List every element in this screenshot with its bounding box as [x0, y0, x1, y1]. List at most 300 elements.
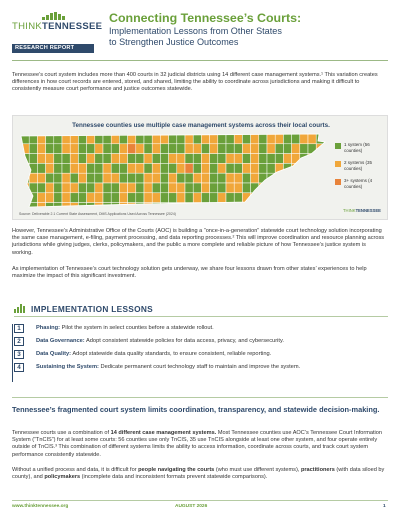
county-cell	[267, 193, 275, 203]
footer-divider	[12, 500, 388, 501]
county-cell	[160, 144, 168, 154]
report-title-block	[109, 11, 394, 48]
county-cell	[119, 144, 127, 154]
county-cell	[177, 183, 185, 193]
report-header	[0, 0, 400, 60]
county-cell	[226, 154, 234, 164]
lesson-item-sustaining	[14, 363, 388, 383]
section-paragraph-impacts: Without a unified process and data, it is difficult for people navigating the courts (who must use different systems), practitioners (with data siloed by county), and policymakers (incomplete data and inconsistent formats prevent statewide comparisons).	[12, 467, 385, 481]
lesson-text: Phasing: Pilot the system in select counties before a statewide rollout.	[36, 325, 214, 331]
county-cell	[103, 144, 111, 154]
county-cell	[259, 203, 267, 210]
county-cell	[234, 134, 242, 144]
county-cell	[169, 193, 177, 203]
county-cell	[218, 173, 226, 183]
county-cell	[283, 134, 291, 144]
tennessee-county-map	[19, 132, 329, 210]
county-cell	[283, 203, 291, 210]
county-cell	[300, 203, 308, 210]
lesson-item-data-quality	[14, 350, 388, 362]
mini-logo: THINKTENNESSEE	[343, 208, 381, 213]
county-cell	[95, 193, 103, 203]
map-legend	[335, 142, 389, 196]
county-cell	[275, 183, 283, 193]
footer-date: AUGUST 2026	[175, 504, 208, 509]
county-cell	[169, 154, 177, 164]
county-cell	[78, 203, 86, 210]
county-cell	[218, 134, 226, 144]
county-cell	[210, 203, 218, 210]
county-cell	[46, 193, 54, 203]
county-cell	[177, 163, 185, 173]
county-cell	[46, 144, 54, 154]
lesson-number: 1	[14, 324, 24, 333]
county-cell	[87, 173, 95, 183]
county-cell	[144, 183, 152, 193]
county-cell	[119, 173, 127, 183]
county-cell	[169, 144, 177, 154]
intro-paragraph: Tennessee’s court system includes more than 400 courts in 32 judicial districts using 14 different case management systems.¹ This variation creates differences in how court records are entered, stored, and shared, limiting the ability to coordinate across jurisdictions and making it difficult to consistently measure court performance and justice outcomes statewide.	[12, 72, 378, 93]
county-cell	[185, 173, 193, 183]
county-cell	[29, 193, 37, 203]
county-cell	[275, 134, 283, 144]
county-cell	[316, 163, 324, 173]
county-cell	[226, 193, 234, 203]
county-cell	[267, 183, 275, 193]
county-cell	[169, 183, 177, 193]
county-cell	[226, 203, 234, 210]
county-cell	[119, 193, 127, 203]
county-cell	[62, 183, 70, 193]
county-cell	[37, 144, 45, 154]
county-cell	[300, 144, 308, 154]
county-cell	[185, 203, 193, 210]
county-cell	[292, 134, 300, 144]
county-cell	[46, 154, 54, 164]
county-cell	[128, 154, 136, 164]
county-cell	[103, 154, 111, 164]
lesson-item-data-governance	[14, 337, 388, 349]
county-cell	[177, 134, 185, 144]
county-cell	[308, 193, 316, 203]
lesson-text: Data Quality: Adopt statewide data quality standards, to ensure consistent, reliable reporting.	[36, 351, 272, 357]
county-cell	[259, 193, 267, 203]
county-cell	[21, 144, 29, 154]
county-cell	[300, 193, 308, 203]
county-cell	[119, 203, 127, 210]
county-cell	[78, 144, 86, 154]
county-cell	[275, 163, 283, 173]
county-cell	[29, 144, 37, 154]
county-cell	[152, 183, 160, 193]
county-cell	[308, 183, 316, 193]
county-cell	[242, 163, 250, 173]
county-cell	[292, 183, 300, 193]
county-cell	[144, 144, 152, 154]
page-number: 1	[383, 504, 386, 509]
section-divider	[12, 397, 388, 398]
county-cell	[226, 163, 234, 173]
county-cell	[87, 183, 95, 193]
county-cell	[29, 173, 37, 183]
county-cell	[111, 203, 119, 210]
county-cell	[242, 193, 250, 203]
county-cell	[54, 163, 62, 173]
county-cell	[308, 173, 316, 183]
county-cell	[103, 173, 111, 183]
county-cell	[136, 193, 144, 203]
county-cell	[128, 193, 136, 203]
county-cell	[267, 154, 275, 164]
county-cell	[193, 183, 201, 193]
county-cell	[37, 183, 45, 193]
county-cell	[95, 173, 103, 183]
county-cell	[324, 203, 329, 210]
header-divider	[12, 60, 388, 61]
county-cell	[251, 163, 259, 173]
lesson-number: 4	[14, 363, 24, 372]
logo-wordmark: THINKTENNESSEE	[12, 21, 103, 32]
body-paragraph-lessons-intro: As implementation of Tennessee’s court technology solution gets underway, we share four lessons drawn from other states’ experiences to help maximize the impact of this significant investment.	[12, 266, 367, 280]
lesson-item-phasing	[14, 324, 388, 336]
county-cell	[242, 144, 250, 154]
county-cell	[185, 193, 193, 203]
county-cell	[185, 154, 193, 164]
county-cell	[210, 154, 218, 164]
county-cell	[234, 163, 242, 173]
lesson-number: 3	[14, 350, 24, 359]
county-cell	[54, 154, 62, 164]
county-cell	[87, 144, 95, 154]
county-cell	[234, 203, 242, 210]
county-cell	[87, 154, 95, 164]
county-cell	[70, 154, 78, 164]
county-cell	[37, 154, 45, 164]
county-cell	[46, 173, 54, 183]
legend-label: 2 systems (35 counties)	[344, 160, 373, 171]
county-cell	[292, 173, 300, 183]
county-cell	[136, 144, 144, 154]
county-cell	[251, 203, 259, 210]
county-cell	[62, 173, 70, 183]
county-cell	[152, 163, 160, 173]
county-cell	[185, 183, 193, 193]
county-cell	[128, 183, 136, 193]
legend-swatch	[335, 143, 341, 149]
county-cell	[95, 144, 103, 154]
lessons-title: IMPLEMENTATION LESSONS	[31, 304, 153, 314]
county-cell	[87, 203, 95, 210]
county-cell	[128, 144, 136, 154]
legend-label: 1 system (56 counties)	[344, 142, 370, 153]
county-cell	[46, 183, 54, 193]
legend-item-one-system	[335, 142, 389, 160]
county-cell	[259, 134, 267, 144]
county-cell	[218, 144, 226, 154]
county-cell	[29, 134, 37, 144]
county-cell	[128, 173, 136, 183]
map-source-note: Source: Deliverable 2.1 Current State Assessment, DMS Applications Used Across Tennessee (2024)	[19, 212, 176, 216]
county-cell	[111, 183, 119, 193]
county-cell	[37, 163, 45, 173]
county-cell	[37, 193, 45, 203]
lessons-bracket-line	[12, 324, 13, 382]
county-cell	[226, 144, 234, 154]
county-cell	[54, 193, 62, 203]
county-cell	[251, 144, 259, 154]
county-cell	[177, 193, 185, 203]
county-cell	[177, 203, 185, 210]
county-cell	[54, 183, 62, 193]
county-cell	[21, 163, 29, 173]
county-cell	[324, 163, 329, 173]
county-cell	[201, 193, 209, 203]
county-cell	[193, 154, 201, 164]
county-cell	[70, 144, 78, 154]
county-cell	[316, 173, 324, 183]
county-cell	[242, 203, 250, 210]
county-cell	[136, 154, 144, 164]
county-cell	[136, 183, 144, 193]
county-cell	[218, 163, 226, 173]
legend-label: 3+ systems (4 counties)	[344, 178, 373, 189]
county-cell	[283, 193, 291, 203]
county-cell	[267, 144, 275, 154]
map-title: Tennessee counties use multiple case management systems across their local courts.	[72, 122, 330, 129]
county-cell	[95, 154, 103, 164]
county-cell	[46, 163, 54, 173]
county-cell	[78, 183, 86, 193]
county-cell	[119, 154, 127, 164]
report-subtitle-line2: to Strengthen Justice Outcomes	[109, 37, 239, 47]
county-cell	[267, 203, 275, 210]
county-cell	[152, 144, 160, 154]
county-cell	[95, 163, 103, 173]
county-cell	[160, 134, 168, 144]
county-cell	[210, 193, 218, 203]
county-cell	[251, 154, 259, 164]
county-cell	[177, 173, 185, 183]
county-cell	[78, 173, 86, 183]
county-cell	[316, 134, 324, 144]
county-cell	[136, 173, 144, 183]
county-cell	[62, 163, 70, 173]
county-cell	[316, 183, 324, 193]
county-cell	[234, 154, 242, 164]
county-cell	[160, 173, 168, 183]
county-map-figure	[12, 115, 388, 220]
legend-item-two-systems	[335, 160, 389, 178]
county-cell	[95, 183, 103, 193]
county-cell	[21, 183, 29, 193]
county-cell	[70, 193, 78, 203]
lessons-divider	[14, 316, 388, 317]
county-cell	[128, 203, 136, 210]
county-cell	[70, 183, 78, 193]
county-cell	[259, 154, 267, 164]
legend-swatch	[335, 179, 341, 185]
county-cell	[234, 144, 242, 154]
county-cell	[95, 203, 103, 210]
county-cell	[316, 193, 324, 203]
county-cell	[226, 134, 234, 144]
county-cell	[259, 163, 267, 173]
county-cell	[87, 193, 95, 203]
county-cell	[242, 154, 250, 164]
county-cell	[111, 163, 119, 173]
county-cell	[308, 134, 316, 144]
county-cell	[283, 154, 291, 164]
county-cell	[169, 173, 177, 183]
county-cell	[292, 163, 300, 173]
county-cell	[169, 163, 177, 173]
county-cell	[275, 144, 283, 154]
county-cell	[201, 173, 209, 183]
county-cell	[78, 163, 86, 173]
county-cell	[201, 203, 209, 210]
county-cell	[185, 144, 193, 154]
legend-swatch	[335, 161, 341, 167]
county-cell	[210, 134, 218, 144]
county-cell	[201, 183, 209, 193]
county-cell	[87, 163, 95, 173]
county-cell	[103, 203, 111, 210]
section-heading: Tennessee’s fragmented court system limits coordination, transparency, and statewide decision-making.	[12, 405, 380, 414]
county-cell	[308, 203, 316, 210]
county-cell	[324, 173, 329, 183]
county-cell	[283, 144, 291, 154]
county-cell	[308, 144, 316, 154]
county-cell	[193, 134, 201, 144]
county-cell	[160, 163, 168, 173]
county-cell	[324, 144, 329, 154]
county-cell	[210, 183, 218, 193]
lesson-text: Sustaining the System: Dedicate permanent court technology staff to maintain and improve the system.	[36, 364, 301, 370]
county-cell	[226, 173, 234, 183]
county-cell	[242, 183, 250, 193]
county-cell	[234, 173, 242, 183]
county-cell	[119, 183, 127, 193]
county-cell	[218, 203, 226, 210]
county-cell	[21, 193, 29, 203]
county-cell	[144, 193, 152, 203]
county-cell	[218, 183, 226, 193]
report-title: Connecting Tennessee’s Courts:	[109, 11, 302, 25]
county-cell	[103, 193, 111, 203]
county-cell	[300, 173, 308, 183]
county-cell	[193, 144, 201, 154]
county-cell	[324, 183, 329, 193]
county-cell	[300, 134, 308, 144]
county-cell	[54, 173, 62, 183]
county-cell	[62, 193, 70, 203]
county-cell	[210, 144, 218, 154]
county-cell	[111, 193, 119, 203]
county-cell	[103, 183, 111, 193]
lessons-bars-icon	[14, 304, 26, 313]
county-cell	[185, 163, 193, 173]
county-cell	[70, 203, 78, 210]
county-cell	[160, 183, 168, 193]
county-cell	[136, 163, 144, 173]
county-cell	[144, 163, 152, 173]
county-cell	[201, 134, 209, 144]
county-cell	[160, 154, 168, 164]
county-cell	[251, 134, 259, 144]
legend-item-three-systems	[335, 178, 389, 196]
county-cell	[177, 144, 185, 154]
county-cell	[210, 163, 218, 173]
county-cell	[242, 134, 250, 144]
county-cell	[78, 193, 86, 203]
county-cell	[259, 173, 267, 183]
county-cell	[201, 144, 209, 154]
county-cell	[185, 134, 193, 144]
county-cell	[210, 173, 218, 183]
county-cell	[62, 154, 70, 164]
county-cell	[218, 154, 226, 164]
county-cell	[316, 203, 324, 210]
county-cell	[70, 163, 78, 173]
county-cell	[201, 154, 209, 164]
county-cell	[193, 163, 201, 173]
footer-website-link[interactable]: www.thinktennessee.org	[12, 504, 69, 509]
county-cell	[152, 154, 160, 164]
county-cell	[152, 173, 160, 183]
county-cell	[275, 173, 283, 183]
county-cell	[119, 163, 127, 173]
county-cell	[308, 163, 316, 173]
county-cell	[29, 154, 37, 164]
county-cell	[103, 163, 111, 173]
county-cell	[111, 154, 119, 164]
county-cell	[193, 193, 201, 203]
county-cell	[324, 193, 329, 203]
county-cell	[78, 154, 86, 164]
county-cell	[128, 163, 136, 173]
county-cell	[292, 144, 300, 154]
county-cell	[283, 183, 291, 193]
county-cell	[275, 154, 283, 164]
county-cell	[292, 154, 300, 164]
county-cell	[316, 154, 324, 164]
county-cell	[267, 163, 275, 173]
county-cell	[324, 154, 329, 164]
county-cell	[37, 173, 45, 183]
county-cell	[242, 173, 250, 183]
county-cell	[283, 173, 291, 183]
county-cell	[292, 203, 300, 210]
county-cell	[111, 173, 119, 183]
county-cell	[226, 183, 234, 193]
county-cell	[152, 193, 160, 203]
county-cell	[275, 203, 283, 210]
report-type-tag: RESEARCH REPORT	[12, 44, 94, 53]
county-cell	[144, 154, 152, 164]
section-paragraph-systems: Tennessee courts use a combination of 14 different case management systems. Most Tennessee counties use AOC’s Tennessee Court Information System (“TnCIS”) for at least some courts: 56 counties use only TnCIS, 35 use TnCIS alongside at least one other system, and four operate entirely outside of TnCIS.³ This combination of different systems limits the ability to access information, coordinate across courts, and track court system performance consistently statewide.	[12, 430, 383, 458]
report-subtitle-line1: Implementation Lessons from Other States	[109, 26, 282, 36]
county-cell	[160, 193, 168, 203]
county-cell	[218, 193, 226, 203]
county-cell	[54, 144, 62, 154]
county-cell	[21, 203, 29, 210]
county-cell	[70, 173, 78, 183]
county-cell	[144, 173, 152, 183]
county-cell	[169, 134, 177, 144]
lesson-number: 2	[14, 337, 24, 346]
lesson-text: Data Governance: Adopt consistent statewide policies for data access, privacy, and cybersecurity.	[36, 338, 284, 344]
county-cell	[259, 144, 267, 154]
